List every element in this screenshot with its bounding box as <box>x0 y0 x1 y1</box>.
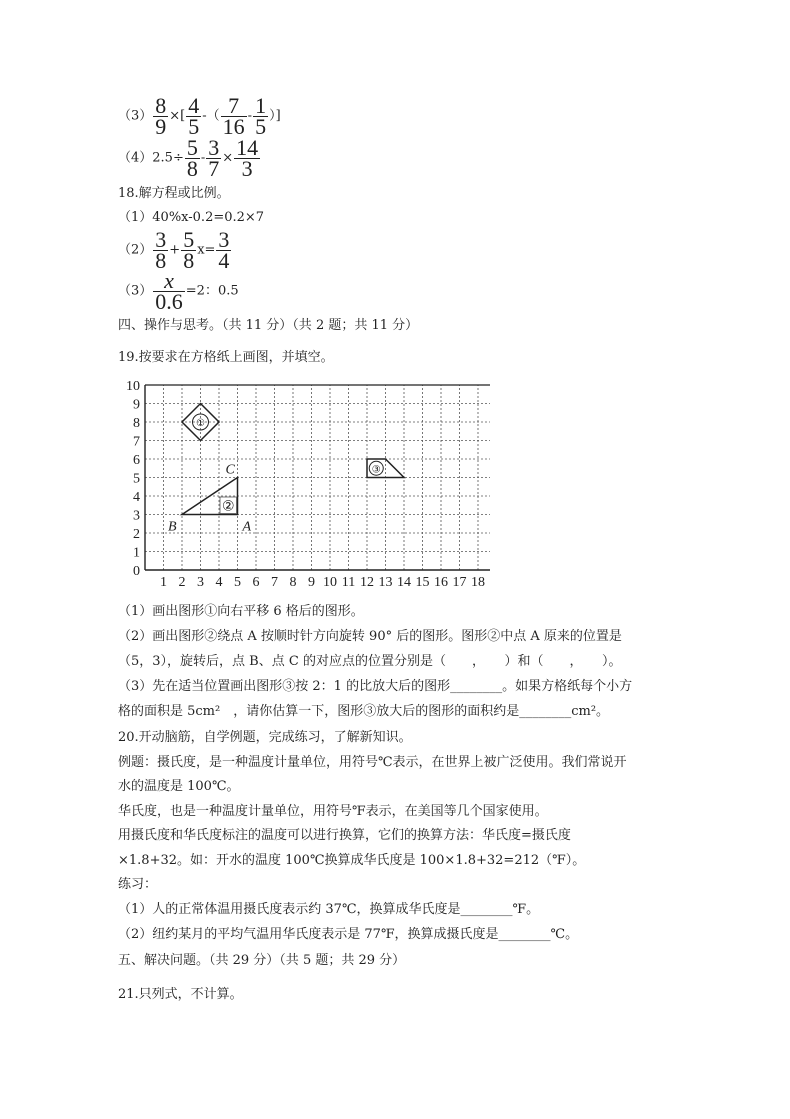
x-tick-label: 1 <box>160 575 167 590</box>
p17-item3: （3） $\frac{8}{9}$ ×[ $\frac{4}{5}$ -（ $\frac{7}{16}$ - $\frac{1}{5}$ ）] <box>118 93 281 139</box>
x-tick-label: 8 <box>289 575 297 590</box>
section4-heading: 四、操作与思考。（共 11 分）（共 2 题；共 11 分） <box>118 318 419 333</box>
p20-p1: 例题：摄氏度，是一种温度计量单位，用符号℃表示，在世界上被广泛使用。我们常说开 <box>118 755 627 770</box>
x-tick-label: 10 <box>323 575 337 590</box>
x-tick-label: 2 <box>178 575 186 590</box>
x-tick-label: 7 <box>271 575 278 590</box>
x-tick-label: 12 <box>360 575 374 590</box>
p20-p5: ×1.8+32。如：开水的温度 100℃换算成华氏度是 100×1.8+32=212（℉）。 <box>118 853 586 868</box>
fraction: $\frac{3}{7}$ <box>208 135 220 181</box>
p18-item3: （3） $\frac{x}{0.6}$ =2：0.5 <box>118 268 239 314</box>
fraction: $\frac{x}{0.6}$ <box>155 268 183 314</box>
x-tick-label: 5 <box>234 575 241 590</box>
y-tick-label: 6 <box>133 453 140 468</box>
p17-item3-prefix: （3） <box>118 108 153 124</box>
shape-3-label: ③ <box>371 464 381 476</box>
p21-title: 21.只列式，不计算。 <box>118 987 243 1002</box>
x-tick-label: 15 <box>415 575 430 590</box>
p17-item4-prefix: （4）2.5÷ <box>118 150 184 166</box>
p19-q3b: 格的面积是 5cm² ，请你估算一下，图形③放大后的图形的面积约是________cm²。 <box>118 704 610 719</box>
p18-item2: （2） $\frac{3}{8}$ + $\frac{5}{8}$ x= $\frac{3}{4}$ <box>118 227 230 273</box>
p19-title: 19.按要求在方格纸上画图，并填空。 <box>118 350 334 365</box>
section5-heading: 五、解决问题。（共 29 分）（共 5 题；共 29 分） <box>118 953 406 968</box>
fraction: $\frac{7}{16}$ <box>222 93 245 139</box>
y-tick-label: 3 <box>133 508 140 524</box>
fraction: $\frac{3}{4}$ <box>218 227 230 273</box>
fraction: $\frac{4}{5}$ <box>188 93 200 139</box>
x-tick-label: 14 <box>397 575 411 590</box>
point-a-label: A <box>242 519 252 535</box>
y-tick-label: 5 <box>133 471 140 487</box>
y-tick-label: 0 <box>133 564 140 579</box>
x-tick-label: 3 <box>197 575 204 590</box>
p19-q2a: （2）画出图形②绕点 A 按顺时针方向旋转 90° 后的图形。图形②中点 A 原来的位置是 <box>118 629 622 644</box>
y-tick-label: 1 <box>133 545 140 561</box>
p20-title: 20.开动脑筋，自学例题，完成练习，了解新知识。 <box>118 730 412 745</box>
point-b-label: B <box>168 519 177 535</box>
y-tick-label: 7 <box>133 434 140 450</box>
shape-1-label: ① <box>196 418 205 429</box>
p19-q2b: （5，3），旋转后，点 B、点 C 的对应点的位置分别是（ ， ）和（ ， ）。 <box>118 654 622 669</box>
x-tick-label: 4 <box>215 575 223 590</box>
y-tick-label: 2 <box>133 527 140 542</box>
y-tick-label: 10 <box>126 379 140 394</box>
x-tick-label: 9 <box>308 575 315 590</box>
fraction: $\frac{14}{3}$ <box>236 135 259 181</box>
p19-q1: （1）画出图形①向右平移 6 格后的图形。 <box>118 604 364 619</box>
fraction: $\frac{1}{5}$ <box>255 93 267 139</box>
coordinate-grid <box>118 376 490 590</box>
p20-p7: （1）人的正常体温用摄氏度表示约 37℃，换算成华氏度是________℉。 <box>118 902 540 917</box>
p20-p6: 练习： <box>118 877 158 892</box>
fraction: $\frac{8}{9}$ <box>155 93 167 139</box>
x-tick-label: 11 <box>341 575 356 590</box>
shape-2-label: ② <box>221 499 235 515</box>
y-tick-label: 8 <box>133 416 140 431</box>
x-tick-label: 16 <box>434 575 448 590</box>
p20-p8: （2）纽约某月的平均气温用华氏度表示是 77℉，换算成摄氏度是________℃。 <box>118 927 579 942</box>
p18-item1: （1）40%x-0.2=0.2×7 <box>118 210 265 225</box>
p17-item4: （4）2.5÷ $\frac{5}{8}$ - $\frac{3}{7}$ × $\frac{14}{3}$ <box>118 135 259 181</box>
p20-p2: 水的温度是 100℃。 <box>118 779 240 794</box>
p20-p3: 华氏度，也是一种温度计量单位，用符号℉表示，在美国等几个国家使用。 <box>118 804 548 819</box>
x-tick-label: 18 <box>471 575 485 590</box>
p20-p4: 用摄氏度和华氏度标注的温度可以进行换算，它们的换算方法：华氏度=摄氏度 <box>118 828 571 843</box>
y-tick-label: 9 <box>133 397 140 413</box>
p18-title: 18.解方程或比例。 <box>118 186 230 201</box>
x-tick-label: 13 <box>378 575 393 590</box>
point-c-label: C <box>225 462 235 478</box>
y-tick-label: 4 <box>133 490 140 505</box>
p19-q3a: （3）先在适当位置画出图形③按 2：1 的比放大后的图形________。如果方格纸每个小方 <box>118 679 633 694</box>
fraction: $\frac{3}{8}$ <box>155 227 167 273</box>
fraction: $\frac{5}{8}$ <box>183 227 195 273</box>
x-tick-label: 17 <box>452 575 467 590</box>
x-tick-label: 6 <box>252 575 260 590</box>
fraction: $\frac{5}{8}$ <box>186 135 198 181</box>
